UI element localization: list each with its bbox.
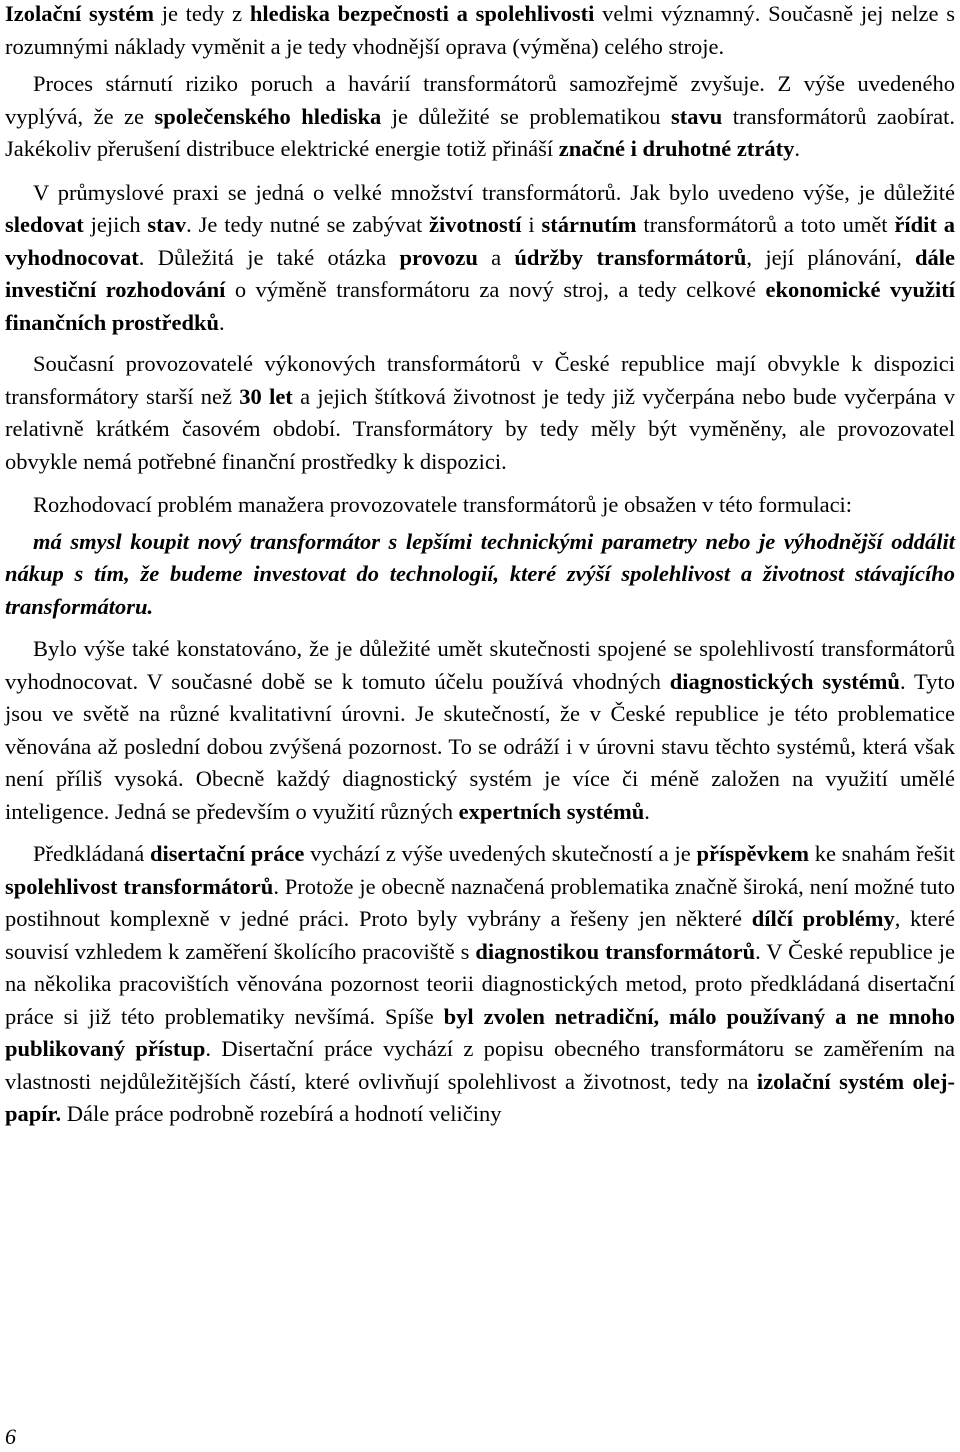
text-run: příspěvkem <box>696 841 810 866</box>
text-run: dále investiční rozhodování <box>5 244 955 302</box>
paragraph-5 <box>5 489 955 522</box>
text-run: údržby transformátorů <box>514 244 747 270</box>
text-run: 30 let <box>239 383 293 409</box>
text-run: transformátorů zaobírat. Jakékoliv přerušení distribuce elektrické energie totiž přináší <box>5 103 955 161</box>
text-run: životností <box>429 212 522 237</box>
text-run: spolehlivost transformátorů <box>5 873 274 899</box>
text-run: řídit a vyhodnocovat <box>5 212 955 270</box>
text-run: o výměně transformátoru za nový stroj, a tedy celkové <box>225 277 766 302</box>
text-run: . V České republice je na několika pracovištích věnována pozornost teorii diagnostických metod, proto předkládaná disertační práce si již této problematiky nevšímá. Spíše <box>5 938 955 1029</box>
text-run: Předkládaná <box>33 841 150 866</box>
text-run: . Důležitá je také otázka <box>138 244 400 270</box>
text-run: dílčí problémy <box>751 906 895 931</box>
text-run: Proces stárnutí riziko poruch a havárií transformátorů samozřejmě zvyšuje. Z výše uvedeného vyplývá, že ze <box>5 71 955 129</box>
text-run: sledovat <box>5 212 84 237</box>
paragraph-3 <box>5 177 955 340</box>
text-run: ekonomické využití finančních prostředků <box>5 277 955 335</box>
paragraph-7 <box>5 633 955 828</box>
text-run: . <box>644 798 650 824</box>
text-run: stavu <box>671 103 723 129</box>
text-run: stárnutím <box>541 212 637 237</box>
text-run: diagnostikou transformátorů <box>475 938 756 964</box>
text-run: , které souvisí vzhledem k zaměření školícího pracoviště s <box>5 906 955 964</box>
text-run: Rozhodovací problém manažera provozovatele transformátorů je obsažen v této formulaci: <box>33 492 853 517</box>
text-run: V průmyslové praxi se jedná o velké množství transformátorů. Jak bylo uvedeno výše, je důležité <box>33 179 955 205</box>
text-run: disertační práce <box>149 841 305 866</box>
paragraph-8 <box>5 838 955 1131</box>
text-run: Dále práce podrobně rozebírá a hodnotí veličiny <box>61 1101 502 1126</box>
text-run: . Tyto jsou ve světě na různé kvalitativní úrovni. Je skutečností, že v České republice je této problematice věnována až poslední dobou zvýšená pozornost. To se odráží i v úrovni stavu těchto systémů, která však není příliš vysoká. Obecně každý diagnostický systém je více či méně založen na využití umělé inteligence. Jedná se především o využití různých <box>5 668 955 824</box>
text-run: provozu <box>399 244 478 270</box>
paragraph-2 <box>5 68 955 166</box>
text-run: izolační systém olej-papír. <box>5 1068 955 1126</box>
text-run: Bylo výše také konstatováno, že je důležité umět skutečnosti spojené se spolehlivostí transformátorů vyhodnocovat. V současné době se k tomuto účelu používá vhodných <box>5 636 955 694</box>
paragraph-4 <box>5 348 955 478</box>
text-run: jejich <box>83 212 148 237</box>
text-run: má smysl koupit nový transformátor s lepšími technickými parametry nebo je výhodnější oddálit nákup s tím, že budeme investovat do technologií, které zvýší spolehlivost a životnost stávajícího transformátoru. <box>5 528 955 619</box>
text-run: , její plánování, <box>746 244 915 270</box>
text-run: je tedy z <box>153 1 250 26</box>
text-run: byl zvolen netradiční, málo používaný a ne mnoho publikovaný přístup <box>5 1003 955 1061</box>
text-run: vychází z výše uvedených skutečností a je <box>304 841 697 866</box>
text-run: diagnostických systémů <box>669 668 900 694</box>
paragraph-1 <box>5 0 955 63</box>
text-run: . Protože je obecně naznačená problematika značně široká, není možné tuto postihnout komplexně v jedné práci. Proto byly vybrány a řešeny jen některé <box>5 873 955 931</box>
text-run: expertních systémů <box>458 798 645 824</box>
text-run: ke snahám řešit <box>809 841 955 866</box>
text-run: transformátorů a toto umět <box>636 212 895 237</box>
text-run: a <box>477 244 515 270</box>
text-run: . <box>794 136 800 161</box>
text-run: je důležité se problematikou <box>381 103 672 129</box>
text-run: hlediska bezpečnosti a spolehlivosti <box>249 1 595 26</box>
text-run: společenského hlediska <box>154 103 382 129</box>
text-run: Současní provozovatelé výkonových transformátorů v České republice mají obvykle k dispozici transformátory starší než <box>5 351 955 409</box>
page-number: 6 <box>5 1424 16 1449</box>
document-page <box>5 0 955 1131</box>
text-run: . Disertační práce vychází z popisu obecného transformátoru se zaměřením na vlastnosti nejdůležitějších částí, které ovlivňují spolehlivost a životnost, tedy na <box>5 1036 955 1094</box>
text-run: Izolační systém <box>5 1 154 26</box>
text-run: . Je tedy nutné se zabývat <box>186 212 430 237</box>
text-run: velmi významný. Současně jej nelze s rozumnými náklady vyměnit a je tedy vhodnější oprava (výměna) celého stroje. <box>5 1 956 59</box>
text-run: i <box>521 212 542 237</box>
text-run: značné i druhotné ztráty <box>558 136 795 161</box>
paragraph-6-research-question <box>5 526 955 624</box>
text-run: a jejich štítková životnost je tedy již vyčerpána nebo bude vyčerpána v relativně krátkém časovém období. Transformátory by tedy měly být vyměněny, ale provozovatel obvykle nemá potřebné finanční prostředky k dispozici. <box>5 383 955 474</box>
text-run: stav <box>147 212 187 237</box>
text-run: . <box>219 309 225 335</box>
